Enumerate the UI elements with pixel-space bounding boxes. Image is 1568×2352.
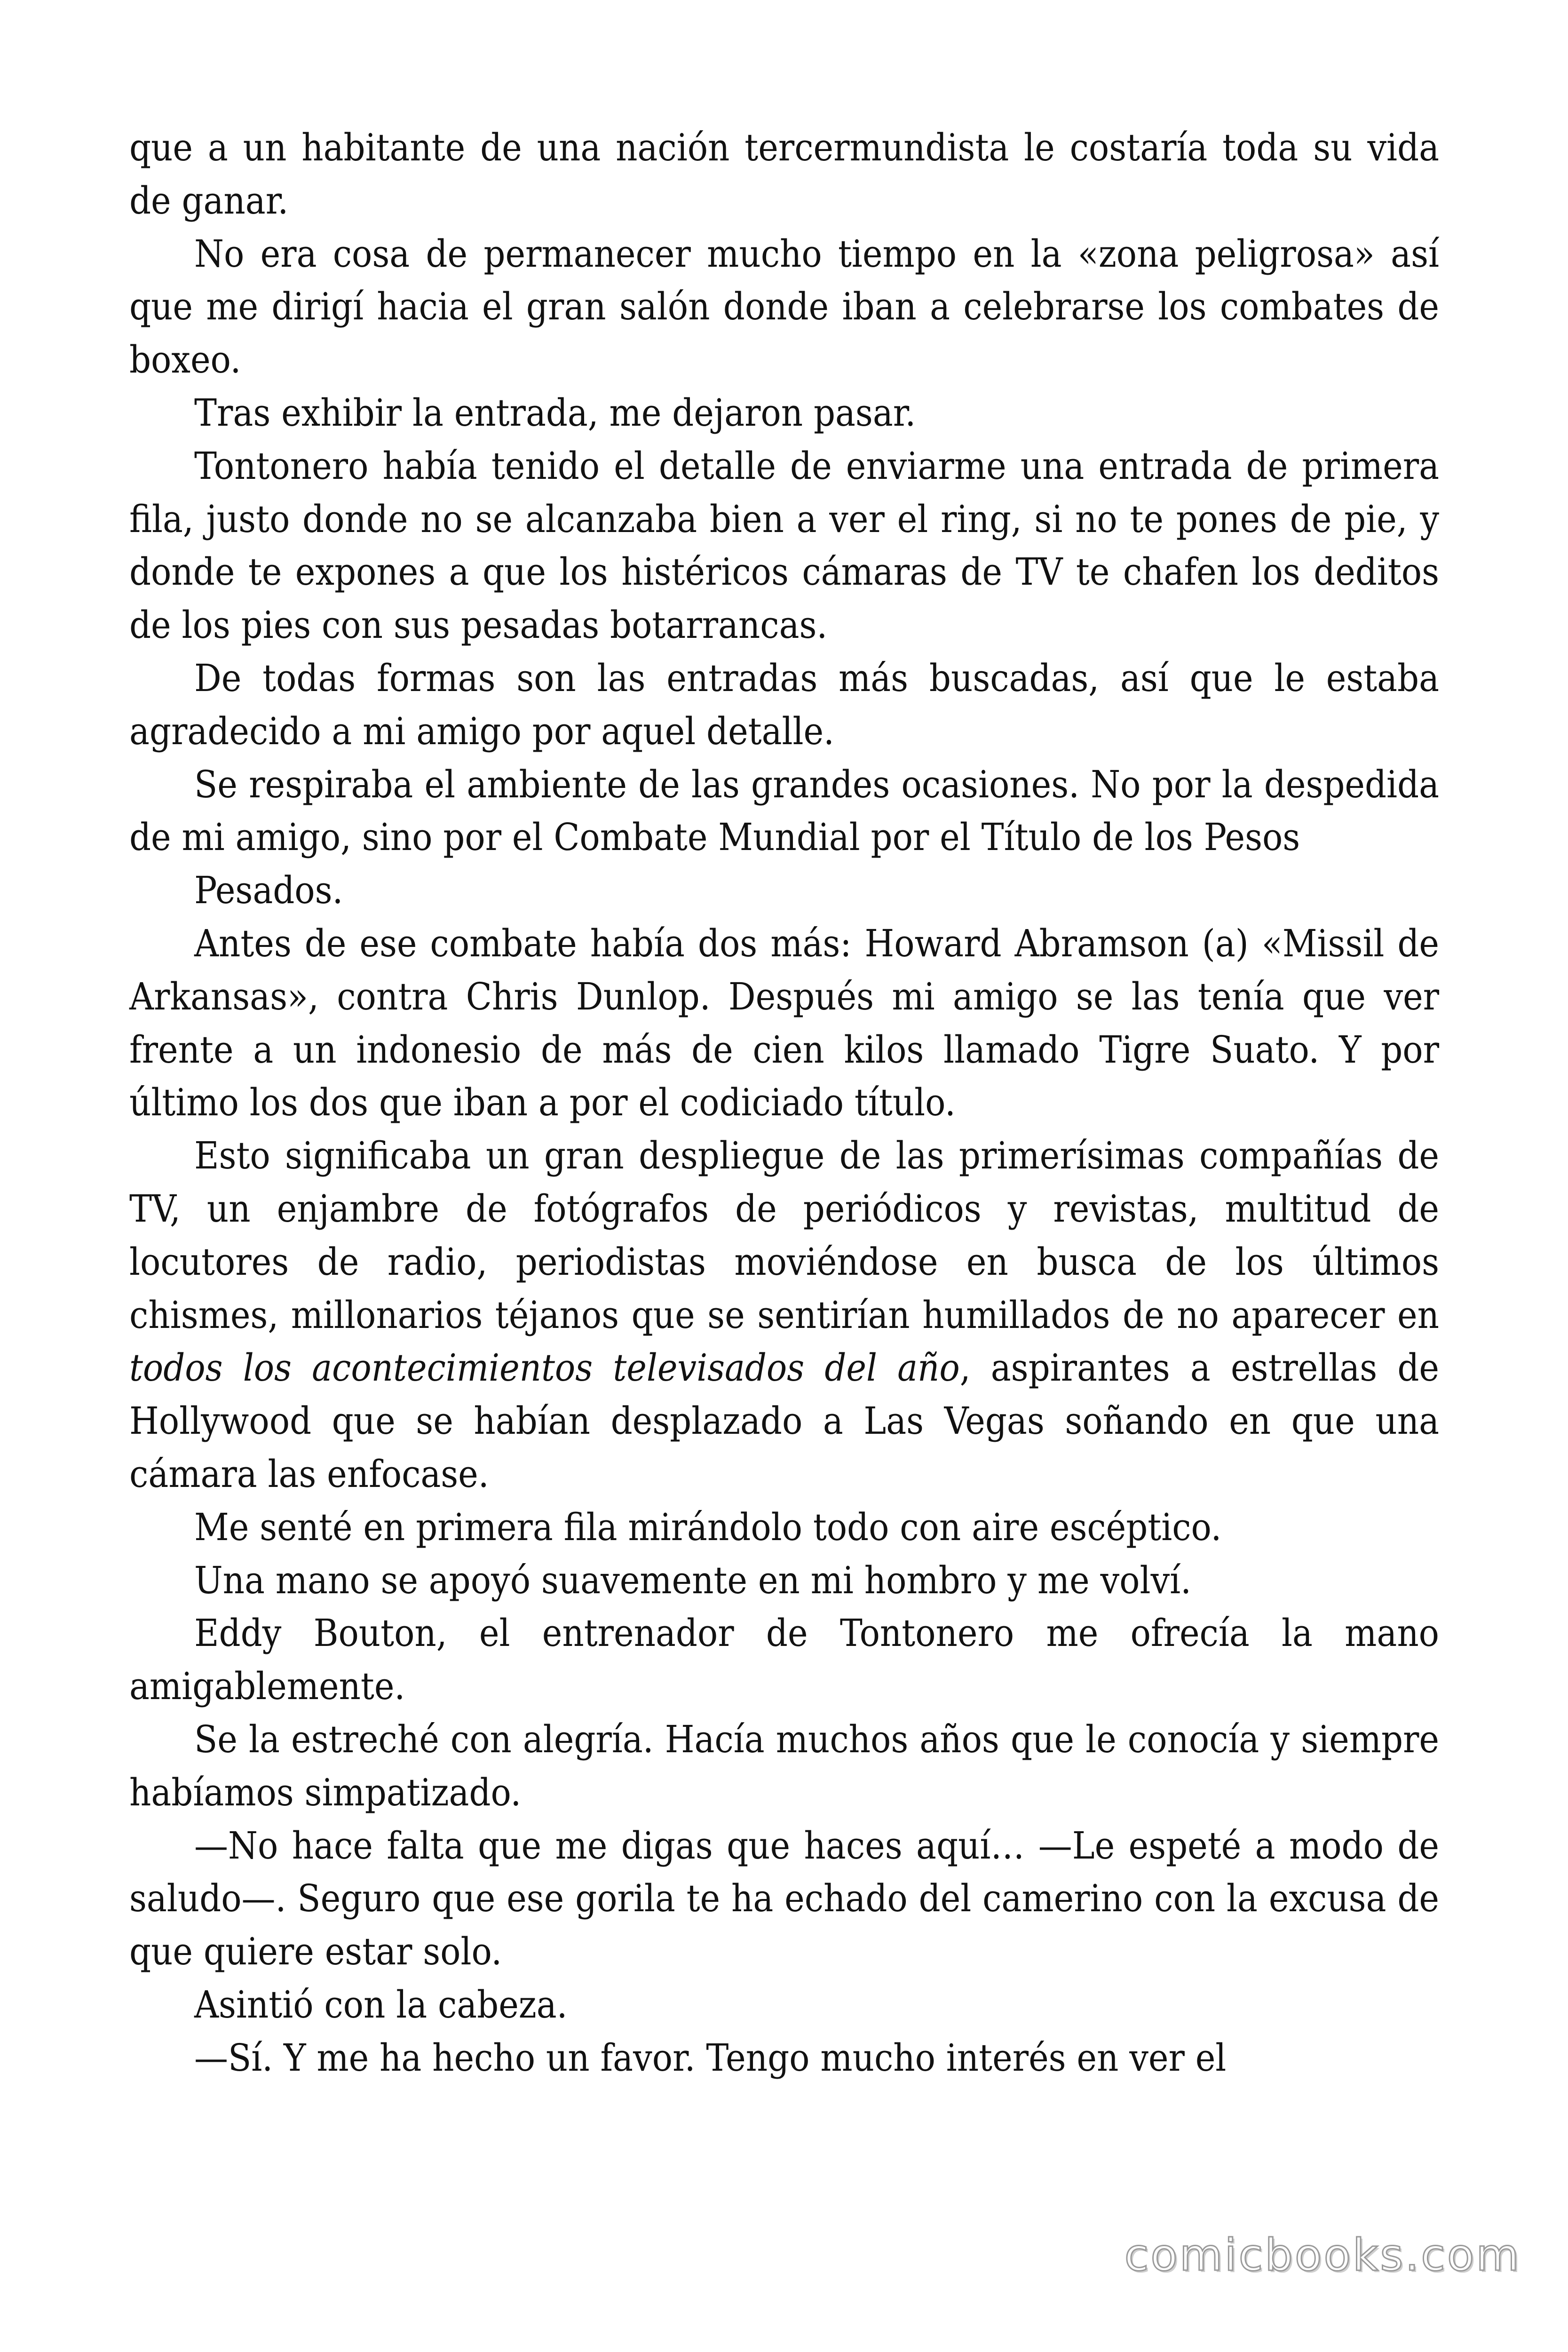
- paragraph: Eddy Bouton, el entrenador de Tontonero me ofrecía la mano amigablemente.: [129, 1611, 1439, 1708]
- paragraph: Tras exhibir la entrada, me dejaron pasar.: [194, 390, 916, 435]
- page-body: [129, 121, 1439, 2084]
- paragraph-text: Esto significaba un gran despliegue de las primerísimas compañías de TV, un enjambre de fotógrafos de periódicos y revistas, multitud de locutores de radio, periodistas moviéndose en busca de los últimos chismes, millonarios téjanos que se sentirían humillados de no aparecer en: [129, 1134, 1439, 1337]
- paragraph: Antes de ese combate había dos más: Howard Abramson (a) «Missil de Arkansas», contra Chris Dunlop. Después mi amigo se las tenía que ver frente a un indonesio de más de cien kilos llamado Tigre Suato. Y por último los dos que iban a por el codiciado título.: [129, 921, 1439, 1125]
- paragraph-with-italic: [129, 1129, 1439, 1501]
- italic-phrase: todos los acontecimientos televisados del año: [129, 1346, 960, 1390]
- paragraph: Pesados.: [194, 868, 343, 913]
- paragraph: —No hace falta que me digas que haces aquí… —Le espeté a modo de saludo—. Seguro que ese gorila te ha echado del camerino con la excusa de que quiere estar solo.: [129, 1823, 1439, 1974]
- paragraph: que a un habitante de una nación tercermundista le costaría toda su vida de ganar.: [129, 126, 1439, 222]
- paragraph: Tontonero había tenido el detalle de enviarme una entrada de primera fila, justo donde no se alcanzaba bien a ver el ring, si no te pones de pie, y donde te expones a que los histéricos cámaras de TV te chafen los deditos de los pies con sus pesadas botarrancas.: [129, 444, 1439, 647]
- paragraph: Asintió con la cabeza.: [194, 1982, 568, 2026]
- watermark: comicbooks.com: [1124, 2230, 1521, 2281]
- paragraph: Una mano se apoyó suavemente en mi hombro y me volví.: [194, 1558, 1191, 1602]
- paragraph: No era cosa de permanecer mucho tiempo en la «zona peligrosa» así que me dirigí hacia el gran salón donde iban a celebrarse los combates de boxeo.: [129, 231, 1439, 382]
- paragraph: De todas formas son las entradas más buscadas, así que le estaba agradecido a mi amigo por aquel detalle.: [129, 656, 1439, 753]
- paragraph-text: , aspirantes a estrellas de Hollywood que se habían desplazado a Las Vegas soñando en que una cámara las enfocase.: [129, 1346, 1439, 1496]
- paragraph: Se la estreché con alegría. Hacía muchos años que le conocía y siempre habíamos simpatizado.: [129, 1717, 1439, 1814]
- paragraph: Se respiraba el ambiente de las grandes ocasiones. No por la despedida de mi amigo, sino por el Combate Mundial por el Título de los Pesos: [129, 762, 1439, 859]
- paragraph: Me senté en primera fila mirándolo todo con aire escéptico.: [194, 1505, 1222, 1549]
- paragraph: —Sí. Y me ha hecho un favor. Tengo mucho interés en ver el: [194, 2035, 1227, 2080]
